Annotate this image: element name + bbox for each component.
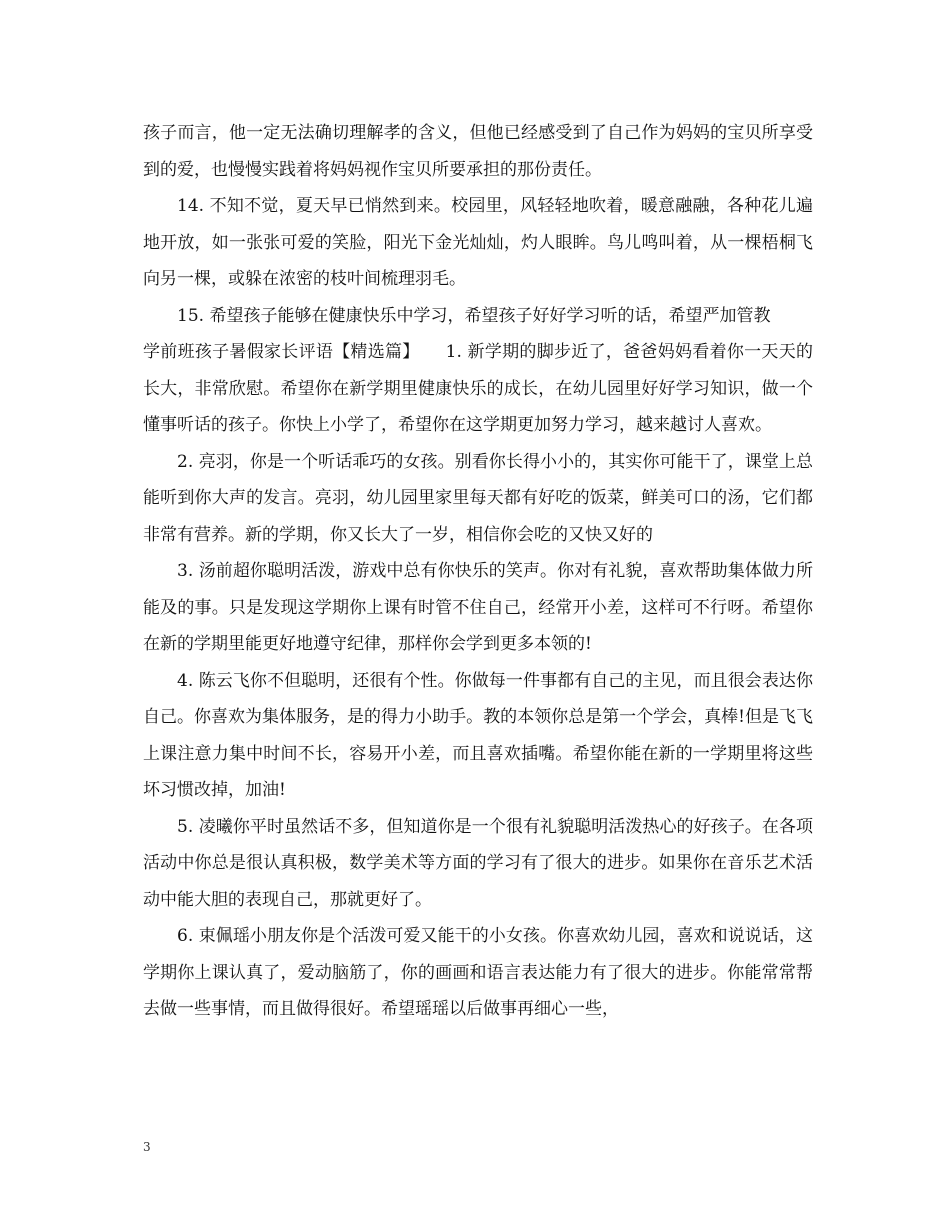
paragraph-3: 15. 希望孩子能够在健康快乐中学习，希望孩子好好学习听的话，希望严加管教 — [177, 305, 771, 326]
paragraph-2: 14. 不知不觉，夏天早已悄然到来。校园里，风轻轻地吹着，暖意融融，各种花儿遍地开放，如一张张可爱的笑脸，阳光下金光灿灿，灼人眼眸。鸟儿鸣叫着，从一棵梧桐飞向另一棵，或躲在浓密的枝叶间梳理羽毛。 — [143, 196, 813, 289]
document-body — [143, 115, 813, 1028]
paragraph-8: 5. 凌曦你平时虽然话不多，但知道你是一个很有礼貌聪明活泼热心的好孩子。在各项活动中你总是很认真积极，数学美术等方面的学习有了很大的进步。如果你在音乐艺术活动中能大胆的表现自己，那就更好了。 — [143, 816, 813, 910]
paragraph-4: 学前班孩子暑假家长评语【精选篇】 1. 新学期的脚步近了，爸爸妈妈看着你一天天的长大，非常欣慰。希望你在新学期里健康快乐的成长，在幼儿园里好好学习知识，做一个懂事听话的孩子。你快上小学了，希望你在这学期更加努力学习，越来越讨人喜欢。 — [143, 342, 813, 435]
paragraph-1: 孩子而言，他一定无法确切理解孝的含义，但他已经感受到了自己作为妈妈的宝贝所享受到的爱，也慢慢实践着将妈妈视作宝贝所要承担的那份责任。 — [143, 123, 813, 180]
paragraph-6: 3. 汤前超你聪明活泼，游戏中总有你快乐的笑声。你对有礼貌，喜欢帮助集体做力所能及的事。只是发现这学期你上课有时管不住自己，经常开小差，这样可不行呀。希望你在新的学期里能更好地遵守纪律，那样你会学到更多本领的! — [143, 561, 813, 654]
paragraph-9: 6. 束佩瑶小朋友你是个活泼可爱又能干的小女孩。你喜欢幼儿园，喜欢和说说话，这学期你上课认真了，爱动脑筋了，你的画画和语言表达能力有了很大的进步。你能常常帮去做一些事情，而且做得很好。希望瑶瑶以后做事再细心一些， — [143, 926, 813, 1019]
page-number: 3 — [143, 1140, 151, 1154]
paragraph-7: 4. 陈云飞你不但聪明，还很有个性。你做每一件事都有自己的主见，而且很会表达你自己。你喜欢为集体服务，是的得力小助手。教的本领你总是第一个学会，真棒!但是飞飞上课注意力集中时间不长，容易开小差，而且喜欢插嘴。希望你能在新的一学期里将这些坏习惯改掉，加油! — [143, 670, 813, 800]
paragraph-5: 2. 亮羽，你是一个听话乖巧的女孩。别看你长得小小的，其实你可能干了，课堂上总能听到你大声的发言。亮羽，幼儿园里家里每天都有好吃的饭菜，鲜美可口的汤，它们都非常有营养。新的学期，你又长大了一岁，相信你会吃的又快又好的 — [143, 451, 813, 545]
